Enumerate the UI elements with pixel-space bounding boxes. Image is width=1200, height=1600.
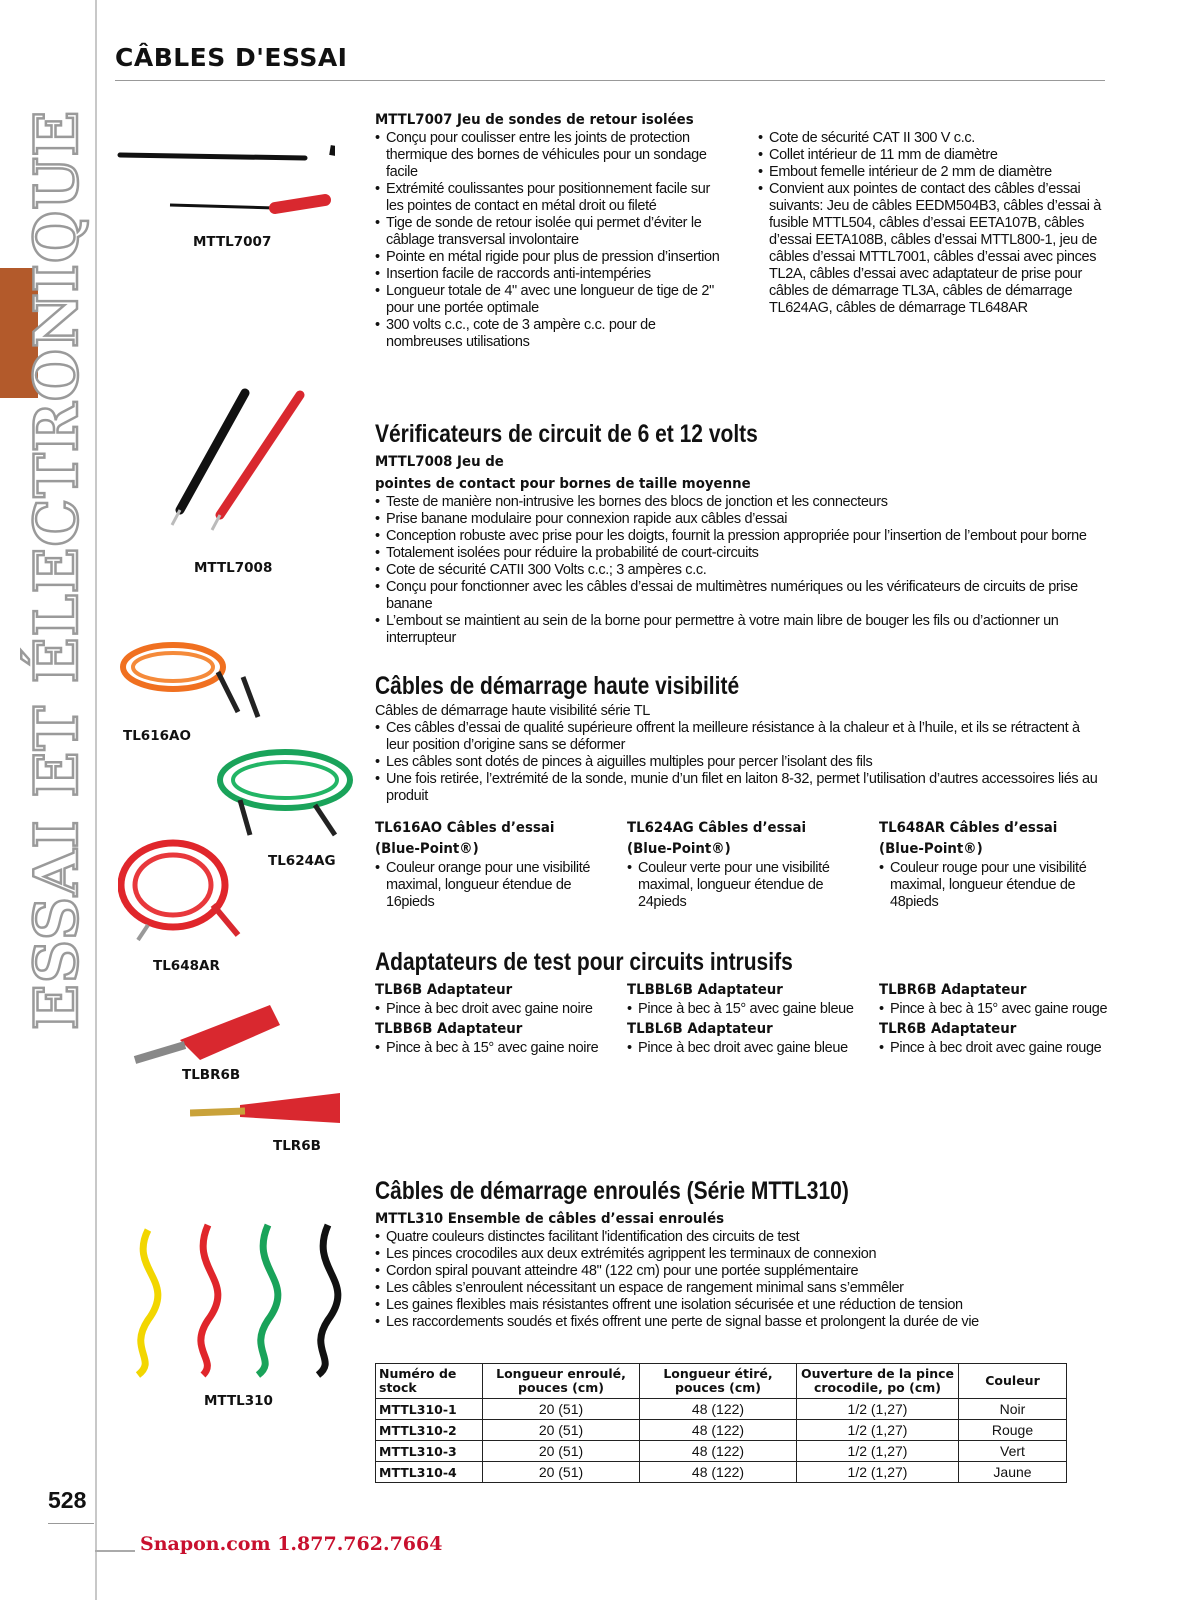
tl624ag-cable-image (215, 735, 365, 845)
image-label-tlbr6b: TLBR6B (182, 1067, 241, 1083)
list-item: • Couleur verte pour une visibilité maximal, longueur étendue de 24pieds (627, 860, 852, 911)
page-number-rule (48, 1523, 94, 1524)
list-item: • Convient aux pointes de contact des câbles d’essai suivants: Jeu de câbles EEDM504B3, câbles d’essai à fusible MTTL504, câbles d’essai EETA107B, câbles d’essai EETA108B, câbles d’essai MTTL800-1, jeu de câbles d’essai MTTL7001, câbles d’essai avec pinces TL2A, câbles d’essai avec adaptateur de prise pour câbles de démarrage TL3A, câbles de démarrage TL624AG, câbles de démarrage TL648AR (758, 181, 1103, 317)
product-brand: (Blue-Point®) (627, 841, 731, 857)
tl616ao-cable-image (118, 632, 278, 732)
column-header: Longueur enroulé, pouces (cm) (483, 1364, 640, 1399)
mttl310-features (375, 1229, 1105, 1331)
list-item: • Prise banane modulaire pour connexion rapide aux câbles d’essai (375, 511, 1100, 528)
product-brand: (Blue-Point®) (375, 841, 479, 857)
list-item: • L’embout se maintient au sein de la borne pour permettre à votre main libre de bouger les fils ou d’actionner un interrupteur (375, 613, 1100, 647)
list-item: • Une fois retirée, l’extrémité de la sonde, munie d’un filet en laiton 8-32, permet l’utilisation d’autres accessoires liés au produit (375, 771, 1105, 805)
table-cell: MTTL310-1 (376, 1399, 483, 1420)
table-cell: 1/2 (1,27) (797, 1420, 959, 1441)
mttl7007-probe-image (115, 140, 335, 220)
list-item: • Insertion facile de raccords anti-intempéries (375, 266, 730, 283)
mttl7008-heading-line1: MTTL7008 Jeu de (375, 454, 504, 470)
mttl310-coiled-cables-image (118, 1210, 363, 1385)
table-row (376, 1462, 1067, 1483)
haute-visibilite-subtitle: Câbles de démarrage haute visibilité série TL (375, 703, 650, 719)
list-item: • Teste de manière non-intrusive les bornes des blocs de jonction et les connecteurs (375, 494, 1100, 511)
list-item: • Les câbles sont dotés de pinces à aiguilles multiples pour percer l’isolant des fils (375, 754, 1105, 771)
table-header-row (376, 1364, 1067, 1399)
list-item: • Ces câbles d’essai de qualité supérieure offrent la meilleure résistance à la chaleur et à l’huile, et ils se rétractent à leur position d’origine sans se déformer (375, 720, 1105, 754)
list-item: • Couleur rouge pour une visibilité maximal, longueur étendue de 48pieds (879, 860, 1104, 911)
list-item: • Collet intérieur de 11 mm de diamètre (758, 147, 1103, 164)
table-cell: 48 (122) (640, 1462, 797, 1483)
image-label-tl624ag: TL624AG (268, 853, 336, 869)
product-heading: TL648AR Câbles d’essai (879, 820, 1058, 836)
table-cell: 20 (51) (483, 1420, 640, 1441)
list-item: • Cote de sécurité CAT II 300 V c.c. (758, 130, 1103, 147)
table-cell: MTTL310-3 (376, 1441, 483, 1462)
table-cell: 20 (51) (483, 1441, 640, 1462)
product-heading: TL616AO Câbles d’essai (375, 820, 555, 836)
adapter-heading: TLBB6B Adaptateur (375, 1021, 523, 1037)
tl616ao-product (375, 818, 600, 911)
tl648ar-product (879, 818, 1104, 911)
list-item: • Pince à bec droit avec gaine bleue (627, 1040, 867, 1057)
list-item: • Conçu pour fonctionner avec les câbles d’essai de multimètres numériques ou les vérificateurs de circuits de prise banane (375, 579, 1100, 613)
list-item: • Les câbles s’enroulent nécessitant un espace de rangement minimal sans s’emmêler (375, 1280, 1105, 1297)
footer-rule (95, 1550, 135, 1552)
list-item: • Longueur totale de 4" avec une longueur de tige de 2" pour une portée optimale (375, 283, 730, 317)
tlbr6b-adapter-image (130, 1000, 285, 1070)
list-item: • Pince à bec à 15° avec gaine noire (375, 1040, 615, 1057)
mttl7008-heading-line2: pointes de contact pour bornes de taille moyenne (375, 476, 751, 492)
table-cell: 1/2 (1,27) (797, 1462, 959, 1483)
adapter-tlbb6b (375, 1019, 615, 1057)
footer-contact: Snapon.com 1.877.762.7664 (140, 1533, 443, 1555)
table-cell: 20 (51) (483, 1462, 640, 1483)
image-label-tl648ar: TL648AR (153, 958, 220, 974)
table-cell: MTTL310-2 (376, 1420, 483, 1441)
side-divider (95, 0, 97, 1600)
image-label-mttl7008: MTTL7008 (194, 560, 273, 576)
list-item: • Totalement isolées pour réduire la probabilité de court-circuits (375, 545, 1100, 562)
haute-visibilite-title: Câbles de démarrage haute visibilité (375, 672, 740, 700)
list-item: • Quatre couleurs distinctes facilitant l'identification des circuits de test (375, 1229, 1105, 1246)
table-cell: Jaune (959, 1462, 1067, 1483)
list-item: • Cordon spiral pouvant atteindre 48" (122 cm) pour une portée supplémentaire (375, 1263, 1105, 1280)
tlr6b-adapter-image (190, 1085, 345, 1135)
haute-visibilite-features (375, 720, 1105, 805)
table-row (376, 1420, 1067, 1441)
table-cell: 20 (51) (483, 1399, 640, 1420)
image-label-mttl310: MTTL310 (204, 1393, 273, 1409)
page-number: 528 (48, 1487, 87, 1513)
adapter-tlr6b (879, 1019, 1119, 1057)
mttl7007-heading: MTTL7007 Jeu de sondes de retour isolées (375, 112, 694, 128)
list-item: • Conçu pour coulisser entre les joints de protection thermique des bornes de véhicules pour un sondage facile (375, 130, 730, 181)
table-cell: 48 (122) (640, 1441, 797, 1462)
image-label-mttl7007: MTTL7007 (193, 234, 272, 250)
table-cell: Vert (959, 1441, 1067, 1462)
mttl310-spec-table (375, 1363, 1067, 1483)
enroules-title: Câbles de démarrage enroulés (Série MTTL310) (375, 1177, 849, 1205)
title-rule (115, 80, 1105, 81)
tl648ar-cable-image (118, 835, 253, 945)
list-item: • Pointe en métal rigide pour plus de pression d’insertion (375, 249, 730, 266)
list-item: • Pince à bec à 15° avec gaine bleue (627, 1001, 867, 1018)
adapter-heading: TLB6B Adaptateur (375, 982, 513, 998)
list-item: • Conception robuste avec prise pour les doigts, fournit la pression appropriée pour l’insertion de l’embout pour borne (375, 528, 1100, 545)
adapter-heading: TLBBL6B Adaptateur (627, 982, 783, 998)
list-item: • Les raccordements soudés et fixés offrent une perte de signal basse et prolongent la durée de vie (375, 1314, 1105, 1331)
mttl7007-features-left (375, 130, 730, 351)
tl624ag-product (627, 818, 852, 911)
adapter-tlbl6b (627, 1019, 867, 1057)
list-item: • Tige de sonde de retour isolée qui permet d’éviter le câblage transversal involontaire (375, 215, 730, 249)
table-cell: Noir (959, 1399, 1067, 1420)
page-title: CÂBLES D'ESSAI (115, 43, 348, 72)
adapter-tlb6b (375, 980, 615, 1018)
table-cell: 48 (122) (640, 1399, 797, 1420)
section-side-title: ESSAI ET ÉLECTRONIQUE (22, 109, 92, 1030)
product-heading: TL624AG Câbles d’essai (627, 820, 807, 836)
list-item: • Pince à bec à 15° avec gaine rouge (879, 1001, 1119, 1018)
adapter-heading: TLR6B Adaptateur (879, 1021, 1017, 1037)
column-header: Couleur (959, 1364, 1067, 1399)
adapter-tlbr6b (879, 980, 1119, 1018)
adapter-tlbbl6b (627, 980, 867, 1018)
list-item: • Pince à bec droit avec gaine noire (375, 1001, 615, 1018)
table-cell: 1/2 (1,27) (797, 1441, 959, 1462)
adapter-heading: TLBR6B Adaptateur (879, 982, 1027, 998)
list-item: • Extrémité coulissantes pour positionnement facile sur les pointes de contact en métal droit ou fileté (375, 181, 730, 215)
mttl7007-features-right (758, 130, 1103, 317)
verificateurs-title: Vérificateurs de circuit de 6 et 12 volts (375, 420, 758, 448)
list-item: • 300 volts c.c., cote de 3 ampère c.c. pour de nombreuses utilisations (375, 317, 730, 351)
list-item: • Pince à bec droit avec gaine rouge (879, 1040, 1119, 1057)
product-brand: (Blue-Point®) (879, 841, 983, 857)
mttl7008-probes-image (160, 385, 320, 535)
table-row (376, 1441, 1067, 1462)
image-label-tl616ao: TL616AO (123, 728, 191, 744)
list-item: • Couleur orange pour une visibilité maximal, longueur étendue de 16pieds (375, 860, 600, 911)
list-item: • Cote de sécurité CATII 300 Volts c.c.; 3 ampères c.c. (375, 562, 1100, 579)
mttl310-heading: MTTL310 Ensemble de câbles d’essai enroulés (375, 1211, 725, 1227)
list-item: • Les gaines flexibles mais résistantes offrent une isolation sécurisée et une réduction de tension (375, 1297, 1105, 1314)
column-header: Numéro de stock (376, 1364, 483, 1399)
adaptateurs-title: Adaptateurs de test pour circuits intrusifs (375, 948, 793, 976)
table-cell: Rouge (959, 1420, 1067, 1441)
image-label-tlr6b: TLR6B (273, 1138, 321, 1154)
table-cell: 1/2 (1,27) (797, 1399, 959, 1420)
table-cell: 48 (122) (640, 1420, 797, 1441)
table-cell: MTTL310-4 (376, 1462, 483, 1483)
list-item: • Les pinces crocodiles aux deux extrémités agrippent les terminaux de connexion (375, 1246, 1105, 1263)
mttl7008-features (375, 494, 1100, 647)
column-header: Longueur étiré, pouces (cm) (640, 1364, 797, 1399)
adapter-heading: TLBL6B Adaptateur (627, 1021, 773, 1037)
table-row (376, 1399, 1067, 1420)
list-item: • Embout femelle intérieur de 2 mm de diamètre (758, 164, 1103, 181)
column-header: Ouverture de la pince crocodile, po (cm) (797, 1364, 959, 1399)
